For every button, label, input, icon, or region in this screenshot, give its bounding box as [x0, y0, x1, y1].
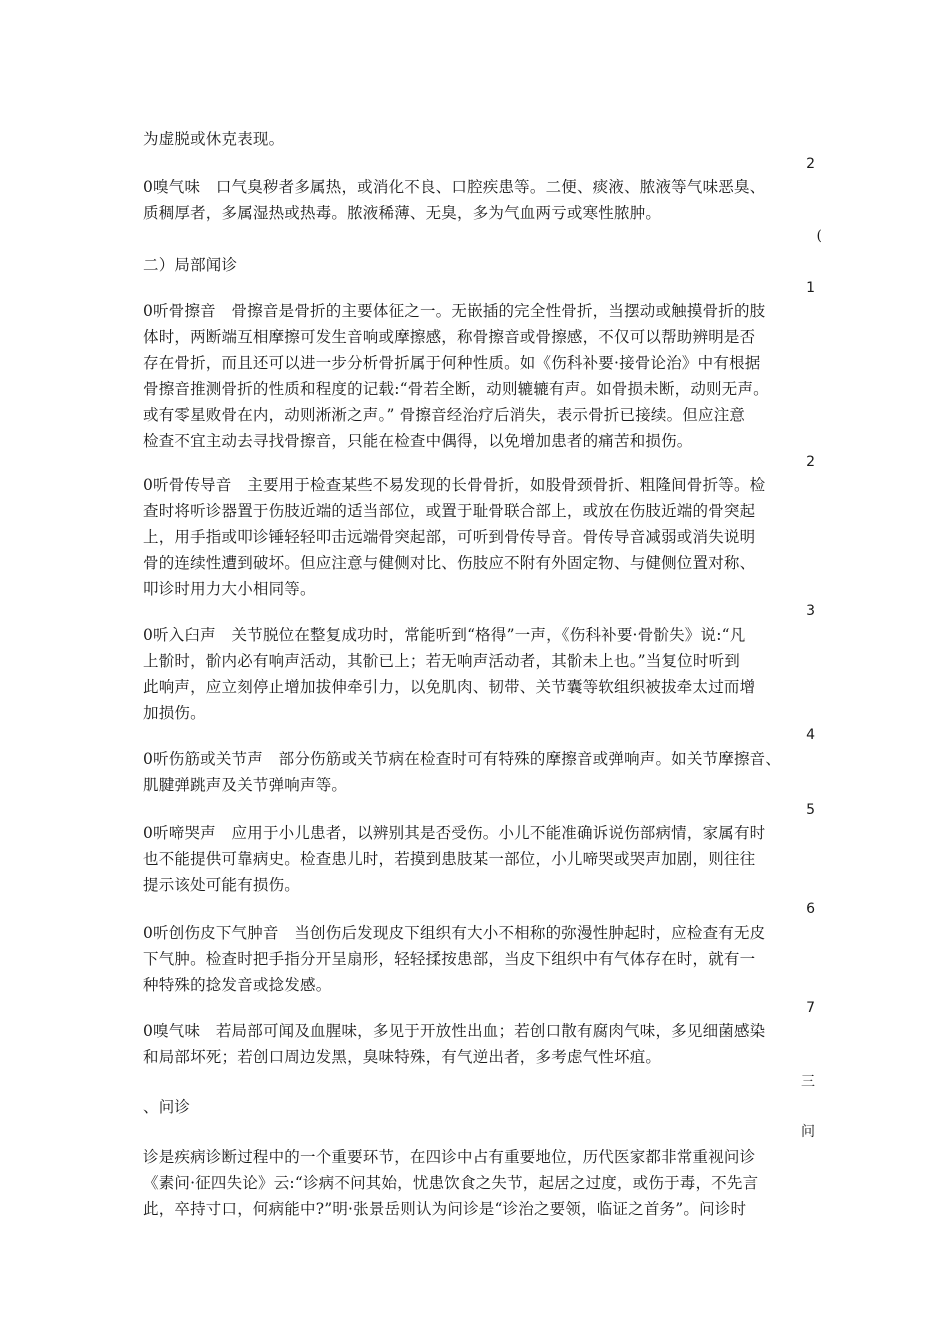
text-line: 叩诊时用力大小相同等。: [143, 580, 316, 598]
text-line: 种特殊的捻发音或捻发感。: [143, 976, 332, 994]
text-line: 上，用手指或叩诊锤轻轻叩击远端骨突起部，可听到骨传导音。骨传导音减弱或消失说明: [143, 528, 756, 546]
section-number: 2: [806, 454, 815, 470]
text-line: 加损伤。: [143, 704, 206, 722]
text-line: 提示该处可能有损伤。: [143, 876, 301, 894]
section-heading: 二）局部闻诊: [143, 256, 238, 274]
text-line: 肌腱弹跳声及关节弹响声等。: [143, 776, 348, 794]
section-number: 1: [806, 280, 815, 296]
section-number: 三: [801, 1074, 815, 1090]
text-line: 0听伤筋或关节声 部分伤筋或关节病在检查时可有特殊的摩擦音或弹响声。如关节摩擦音、: [143, 750, 782, 768]
section-number: 4: [806, 727, 815, 743]
text-line: 为虚脱或休克表现。: [143, 130, 285, 148]
text-line: 诊是疾病诊断过程中的一个重要环节，在四诊中占有重要地位，历代医家都非常重视问诊: [143, 1148, 756, 1166]
text-line: 体时，两断端互相摩擦可发生音响或摩擦感，称骨擦音或骨擦感，不仅可以帮助辨明是否: [143, 328, 756, 346]
text-line: 也不能提供可靠病史。检查患儿时，若摸到患肢某一部位，小儿啼哭或哭声加剧，则往往: [143, 850, 756, 868]
section-heading: 、问诊: [143, 1098, 191, 1116]
text-line: 和局部坏死；若创口周边发黑，臭味特殊，有气逆出者，多考虑气性坏疽。: [143, 1048, 662, 1066]
section-number: 3: [806, 603, 815, 619]
text-line: 查时将听诊器置于伤肢近端的适当部位，或置于耻骨联合部上，或放在伤肢近端的骨突起: [143, 502, 756, 520]
text-line: 0听啼哭声 应用于小儿患者，以辨别其是否受伤。小儿不能准确诉说伤部病情，家属有时: [143, 824, 766, 842]
text-line: 0嗅气味 口气臭秽者多属热，或消化不良、口腔疾患等。二便、痰液、脓液等气味恶臭、: [143, 178, 766, 196]
text-line: 《素问·征四失论》云:“诊病不问其始，忧患饮食之失节，起居之过度，或伤于毒，不先言: [143, 1174, 759, 1192]
text-line: 上骱时，骱内必有响声活动，其骱已上；若无响声活动者，其骱未上也。”当复位时听到: [143, 652, 740, 670]
text-line: 0听骨擦音 骨擦音是骨折的主要体征之一。无嵌插的完全性骨折，当摆动或触摸骨折的肢: [143, 302, 766, 320]
section-number: 7: [806, 1000, 815, 1016]
section-number: 问: [801, 1124, 815, 1140]
text-line: 0听骨传导音 主要用于检查某些不易发现的长骨骨折，如股骨颈骨折、粗隆间骨折等。检: [143, 476, 766, 494]
text-line: 下气肿。检查时把手指分开呈扇形，轻轻揉按患部，当皮下组织中有气体存在时，就有一: [143, 950, 756, 968]
text-line: 0嗅气味 若局部可闻及血腥味，多见于开放性出血；若创口散有腐肉气味，多见细菌感染: [143, 1022, 766, 1040]
text-line: 此，卒持寸口，何病能中?”明·张景岳则认为问诊是“诊治之要领，临证之首务”。问诊时: [143, 1200, 747, 1218]
text-line: 检查不宜主动去寻找骨擦音，只能在检查中偶得，以免增加患者的痛苦和损伤。: [143, 432, 693, 450]
section-number: 2: [806, 156, 815, 172]
text-line: 或有零星败骨在内，动则淅淅之声。” 骨擦音经治疗后消失，表示骨折已接续。但应注意: [143, 406, 746, 424]
text-line: 骨擦音推测骨折的性质和程度的记载:“骨若全断，动则辘辘有声。如骨损未断，动则无声。: [143, 380, 769, 398]
text-line: 骨的连续性遭到破坏。但应注意与健侧对比、伤肢应不附有外固定物、与健侧位置对称、: [143, 554, 756, 572]
text-line: 质稠厚者，多属湿热或热毒。脓液稀薄、无臭，多为气血两亏或寒性脓肿。: [143, 204, 662, 222]
section-number: 5: [806, 802, 815, 818]
text-line: 存在骨折，而且还可以进一步分析骨折属于何种性质。如《伤科补要·接骨论治》中有根据: [143, 354, 761, 372]
text-line: 0听创伤皮下气肿音 当创伤后发现皮下组织有大小不相称的弥漫性肿起时，应检查有无皮: [143, 924, 766, 942]
section-number: 6: [806, 901, 815, 917]
text-line: 此响声，应立刻停止增加拔伸牵引力，以免肌肉、韧带、关节囊等软组织被拔牵太过而增: [143, 678, 756, 696]
text-line: 0听入臼声 关节脱位在整复成功时，常能听到“格得”一声，《伤科补要·骨骱失》说:“凡: [143, 626, 746, 644]
margin-paren: (: [816, 228, 822, 244]
